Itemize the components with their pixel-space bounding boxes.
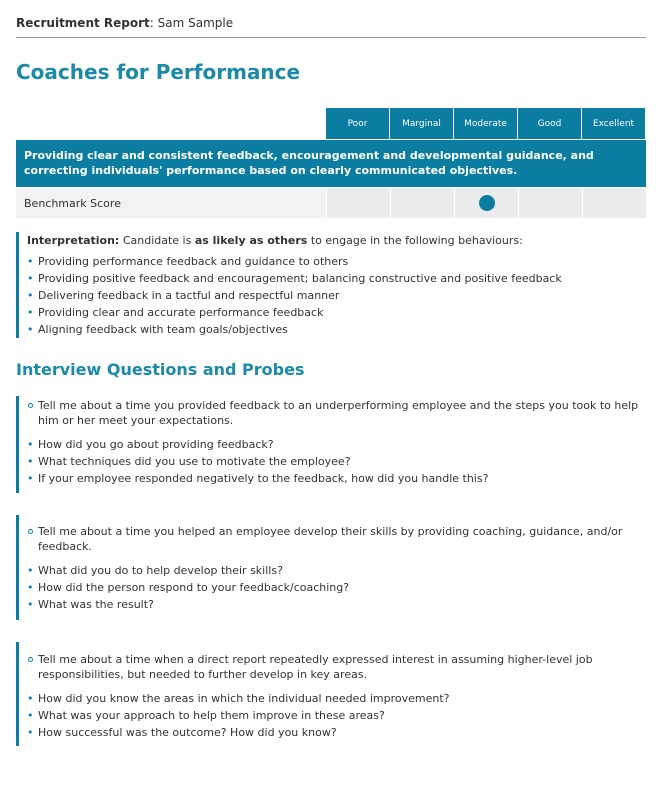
question-main: Tell me about a time you provided feedback to an underperforming employee and the steps you took to help him or her meet your expectations. [27,398,646,428]
interpretation-text-1: Candidate is [122,234,192,247]
behaviour-list [27,253,646,338]
question-block [16,642,646,746]
report-header-separator: : [149,16,154,30]
probe-item: • How did you go about providing feedback? [27,436,646,453]
interpretation-section [16,232,646,338]
scale-moderate: Moderate [454,108,517,139]
behaviour-item: • Aligning feedback with team goals/objectives [27,321,646,338]
candidate-name: Sam Sample [157,16,234,30]
interpretation-label: Interpretation: [27,234,120,247]
probe-item: • How successful was the outcome? How did you know? [27,724,646,741]
page-title: Coaches for Performance [16,60,301,84]
behaviour-item: • Delivering feedback in a tactful and respectful manner [27,287,646,304]
interview-section-title: Interview Questions and Probes [16,360,305,379]
benchmark-row [16,188,646,218]
behaviour-item: • Providing positive feedback and encouragement; balancing constructive and positive feedback [27,270,646,287]
benchmark-score-marker [479,195,495,211]
header-divider [16,37,646,38]
probe-item: • How did you know the areas in which the individual needed improvement? [27,690,646,707]
benchmark-cell-marginal [391,188,454,218]
report-header [16,16,233,30]
probe-item: • What was the result? [27,596,646,613]
question-main: Tell me about a time when a direct report repeatedly expressed interest in assuming higher-level job responsibilities, but needed to further develop in key areas. [27,652,646,682]
competency-banner: Providing clear and consistent feedback, encouragement and developmental guidance, and correcting individuals' performance based on clearly communicated objectives. [16,140,646,187]
probe-item: • What was your approach to help them improve in these areas? [27,707,646,724]
benchmark-cell-good [519,188,582,218]
behaviour-item: • Providing clear and accurate performance feedback [27,304,646,321]
question-main: Tell me about a time you helped an employee develop their skills by providing coaching, guidance, and/or feedback. [27,524,646,554]
probe-list [27,562,646,613]
probe-item: • How did the person respond to your feedback/coaching? [27,579,646,596]
behaviour-item: • Providing performance feedback and guidance to others [27,253,646,270]
probe-list [27,690,646,741]
interpretation-line [27,234,646,247]
rating-scale-header [326,108,645,139]
interpretation-text-2: to engage in the following behaviours: [310,234,523,247]
interpretation-emphasis: as likely as others [194,234,308,247]
question-block [16,515,646,620]
probe-item: • What did you do to help develop their skills? [27,562,646,579]
benchmark-label: Benchmark Score [16,188,326,218]
benchmark-cell-moderate [455,188,518,218]
benchmark-cell-poor [327,188,390,218]
question-block [16,396,646,493]
probe-list [27,436,646,487]
report-header-label: Recruitment Report [16,16,150,30]
scale-marginal: Marginal [390,108,453,139]
scale-poor: Poor [326,108,389,139]
benchmark-cell-excellent [583,188,646,218]
probe-item: • If your employee responded negatively to the feedback, how did you handle this? [27,470,646,487]
scale-excellent: Excellent [582,108,645,139]
probe-item: • What techniques did you use to motivate the employee? [27,453,646,470]
scale-good: Good [518,108,581,139]
